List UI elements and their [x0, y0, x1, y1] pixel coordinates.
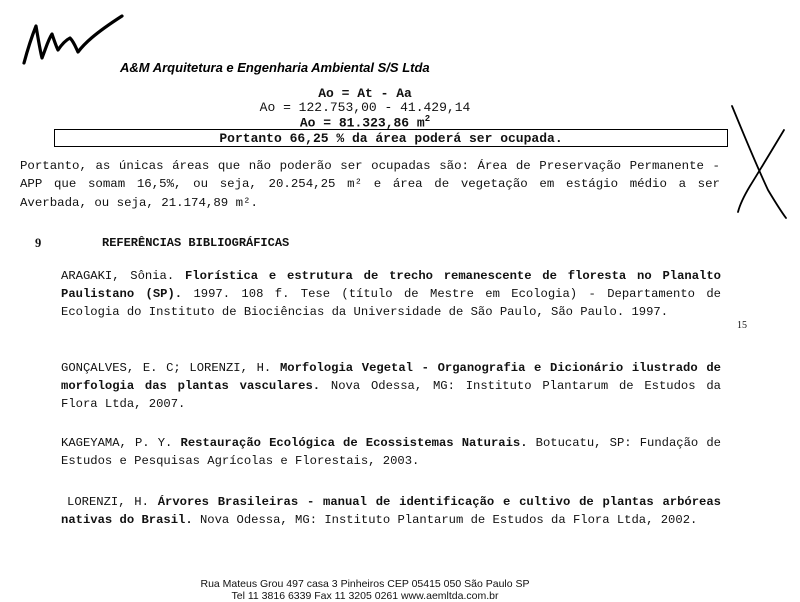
footer-contact: Tel 11 3816 6339 Fax 11 3205 0261 www.aemltda.com.br — [231, 590, 499, 602]
reference-title: Florística e estrutura de trecho remanescente de floresta no Planalto Paulistano (SP). — [61, 269, 721, 301]
page-number: 15 — [737, 320, 747, 331]
formula-line-3 — [0, 114, 730, 130]
boxed-statement-text: Portanto 66,25 % da área poderá ser ocupada. — [219, 131, 563, 146]
reference-details: Nova Odessa, MG: Instituto Plantarum de Estudos da Flora Ltda, 2002. — [199, 513, 698, 527]
reference-item — [61, 434, 721, 470]
reference-authors: LORENZI, H. — [67, 495, 149, 509]
reference-title: Restauração Ecológica de Ecossistemas Naturais. — [180, 436, 528, 450]
reference-authors: ARAGAKI, Sônia. — [61, 269, 175, 283]
boxed-statement — [54, 129, 728, 147]
reference-details: 1997. 108 f. Tese (título de Mestre em Ecologia) - Departamento de Ecologia do Instituto de Biociências da Universidade de São Paulo, São Paulo. 1997. — [61, 287, 721, 319]
handwritten-x-mark — [724, 100, 794, 220]
section-title: REFERÊNCIAS BIBLIOGRÁFICAS — [102, 236, 290, 250]
formula-unit-superscript: 2 — [424, 114, 431, 124]
formula-line-2: Ao = 122.753,00 - 41.429,14 — [259, 100, 471, 115]
section-number: 9 — [35, 236, 42, 250]
formula-result: Ao = 81.323,86 m — [299, 115, 425, 131]
reference-details: Botucatu, SP: Fundação de Estudos e Pesquisas Agrícolas e Florestais, 2003. — [61, 436, 721, 468]
formula-line-1: Ao = At - Aa — [318, 86, 412, 101]
reference-title: Morfologia Vegetal - Organografia e Dicionário ilustrado de morfologia das plantas vasculares. — [61, 361, 721, 393]
company-header: A&M Arquitetura e Engenharia Ambiental S/S Ltda — [120, 60, 430, 75]
body-paragraph: Portanto, as únicas áreas que não poderão ser ocupadas são: Área de Preservação Permanente - APP que somam 16,5%, ou seja, 20.254,25 m² e área de vegetação em estágio médio a ser Averbada, ou seja, 21.174,89 m². — [20, 159, 720, 210]
reference-authors: KAGEYAMA, P. Y. — [61, 436, 173, 450]
reference-item — [61, 359, 721, 413]
reference-authors: GONÇALVES, E. C; LORENZI, H. — [61, 361, 272, 375]
reference-item — [61, 267, 721, 321]
reference-title: Árvores Brasileiras - manual de identificação e cultivo de plantas arbóreas nativas do Brasil. — [61, 495, 722, 527]
reference-item — [61, 493, 721, 529]
footer-address: Rua Mateus Grou 497 casa 3 Pinheiros CEP 05415 050 São Paulo SP — [200, 578, 530, 590]
signature-initials — [18, 8, 128, 68]
reference-details: Nova Odessa, MG: Instituto Plantarum de Estudos da Flora Ltda, 2007. — [61, 379, 721, 411]
